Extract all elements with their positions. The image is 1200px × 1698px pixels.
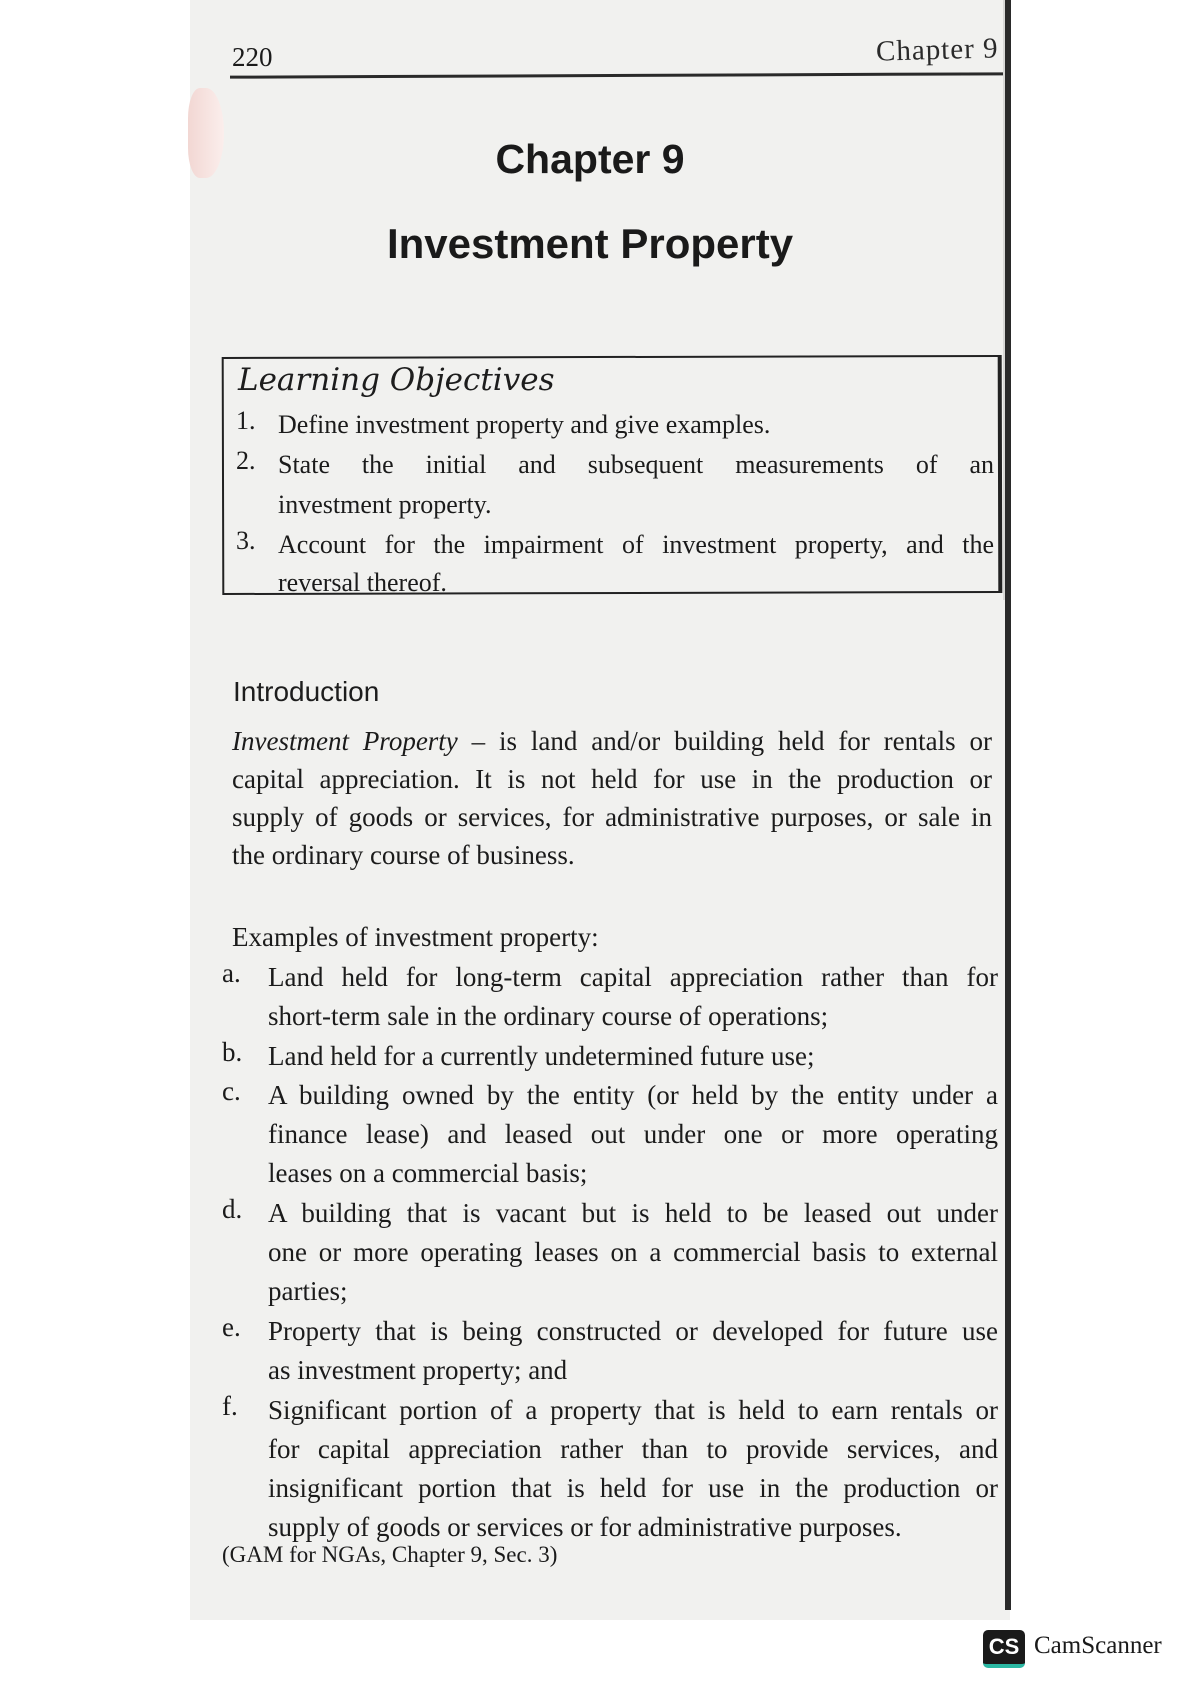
example-letter: f. (222, 1391, 238, 1421)
example-letter: b. (222, 1037, 243, 1067)
example-line: short-term sale in the ordinary course of operations; (268, 1001, 829, 1031)
defined-term: Investment Property (232, 726, 458, 756)
example-line: as investment property; and (268, 1355, 568, 1385)
objective-number: 2. (236, 446, 256, 475)
example-letter: a. (222, 958, 241, 988)
example-line: Significant portion of a property that is held to earn rentals or (268, 1395, 998, 1425)
page-number: 220 (232, 42, 273, 72)
chapter-title: Investment Property (386, 220, 794, 267)
example-letter: d. (222, 1194, 243, 1224)
introduction-heading: Introduction (233, 676, 380, 707)
example-line: A building owned by the entity (or held by the entity under a (268, 1080, 998, 1110)
page-edge-shadow (1005, 0, 1011, 1610)
example-letter: c. (222, 1076, 241, 1106)
camscanner-watermark: CamScanner (1034, 1632, 1162, 1659)
thumb-shadow (188, 88, 224, 178)
example-line: insignificant portion that is held for use in the production or (268, 1473, 998, 1503)
examples-heading: Examples of investment property: (232, 922, 599, 952)
objective-text: investment property. (278, 490, 492, 519)
paragraph-line: Investment Property – is land and/or building held for rentals or (232, 726, 992, 756)
example-line: A building that is vacant but is held to be leased out under (268, 1198, 998, 1228)
learning-objectives-heading: Learning Objectives (238, 362, 555, 398)
objective-text: Define investment property and give examples. (278, 410, 771, 439)
example-line: for capital appreciation rather than to provide services, and (268, 1434, 998, 1464)
camscanner-logo-icon: CS (983, 1630, 1025, 1668)
paragraph-line: capital appreciation. It is not held for use in the production or (232, 764, 992, 794)
example-line: finance lease) and leased out under one or more operating (268, 1119, 998, 1149)
objective-text: State the initial and subsequent measurements of an (278, 450, 994, 479)
example-line: leases on a commercial basis; (268, 1158, 588, 1188)
paragraph-line: the ordinary course of business. (232, 840, 575, 870)
paragraph-line: supply of goods or services, for administrative purposes, or sale in (232, 802, 992, 832)
objective-number: 1. (236, 406, 256, 435)
introduction-paragraph (232, 722, 992, 874)
example-line: Property that is being constructed or developed for future use (268, 1316, 998, 1346)
objective-number: 3. (236, 526, 256, 555)
objective-text: Account for the impairment of investment property, and the (278, 530, 994, 559)
example-line: one or more operating leases on a commercial basis to external (268, 1237, 998, 1267)
citation: (GAM for NGAs, Chapter 9, Sec. 3) (222, 1542, 558, 1567)
example-letter: e. (222, 1312, 241, 1342)
running-title: Chapter 9 (875, 32, 999, 68)
example-line: parties; (268, 1276, 348, 1306)
chapter-label: Chapter 9 (495, 136, 685, 182)
example-line: Land held for long-term capital appreciation rather than for (268, 962, 998, 992)
objective-text: reversal thereof. (278, 568, 447, 597)
example-line: Land held for a currently undetermined future use; (268, 1041, 815, 1071)
example-line: supply of goods or services or for administrative purposes. (268, 1512, 902, 1542)
